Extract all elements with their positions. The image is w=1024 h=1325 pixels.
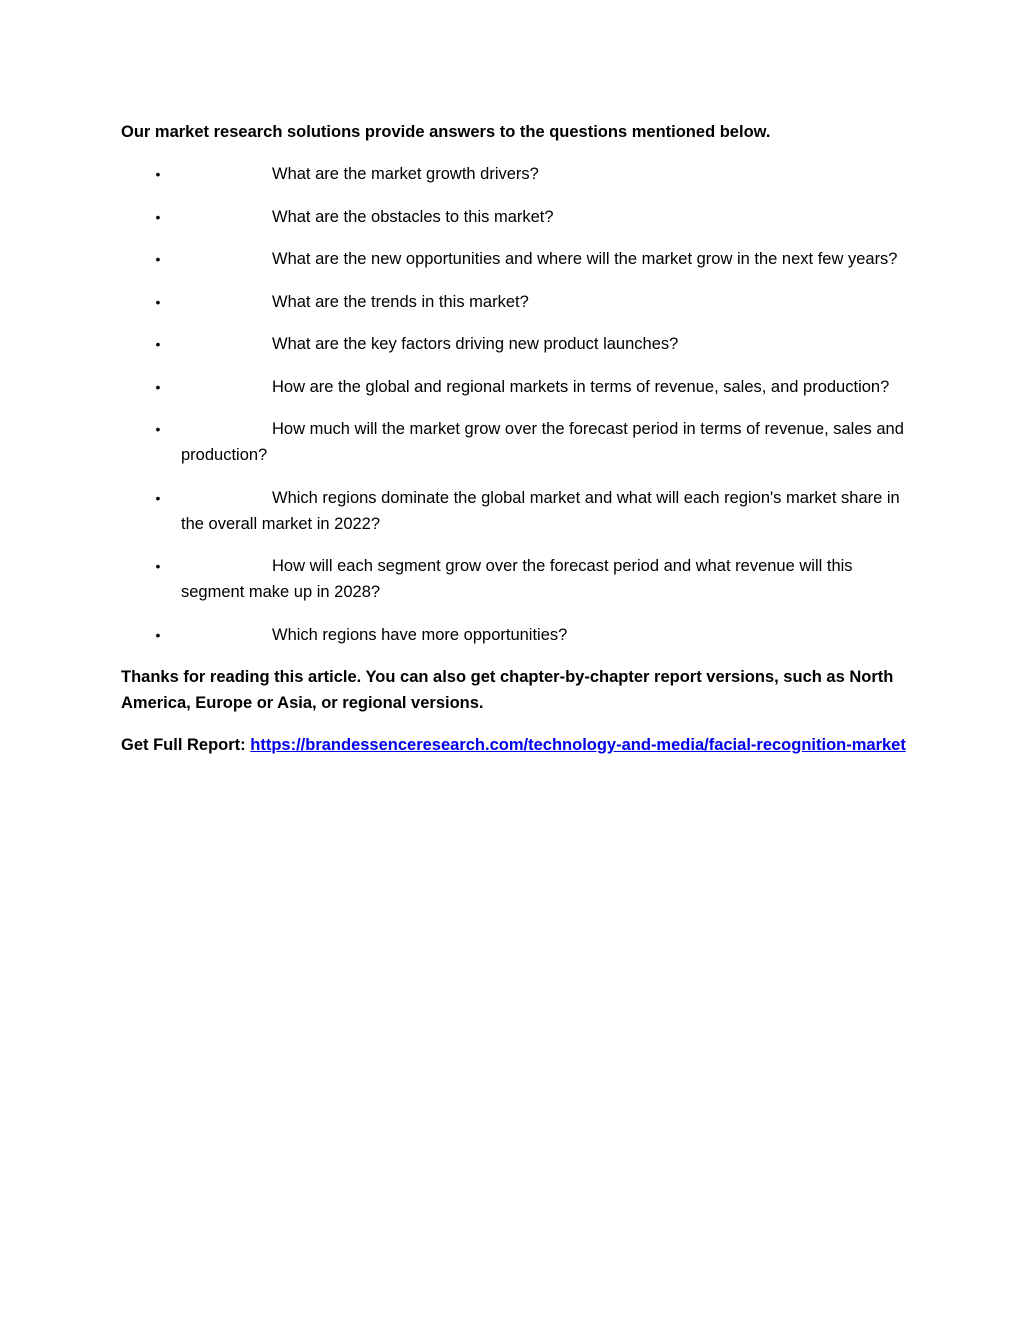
list-item (121, 331, 911, 357)
bullet-icon: • (155, 251, 161, 267)
question-text: How will each segment grow over the forecast period and what revenue will this segment make up in 2028? (181, 557, 853, 601)
bullet-icon: • (155, 626, 161, 643)
question-text: How much will the market grow over the forecast period in terms of revenue, sales and production? (181, 420, 904, 464)
question-text: What are the trends in this market? (272, 292, 529, 311)
list-item (121, 204, 911, 230)
list-item (121, 553, 911, 605)
question-text: What are the new opportunities and where will the market grow in the next few years? (272, 250, 898, 268)
list-item (121, 485, 911, 537)
document-body (121, 119, 911, 758)
list-item (121, 374, 911, 400)
question-text: What are the market growth drivers? (272, 165, 539, 183)
bullet-icon: • (155, 208, 161, 225)
bullet-icon: • (155, 293, 161, 310)
full-report-label: Get Full Report: (121, 736, 251, 754)
full-report-link[interactable]: https://brandessenceresearch.com/technology-and-media/facial-recognition-market (250, 736, 906, 754)
list-item (121, 161, 911, 187)
list-item (121, 416, 911, 468)
questions-list (121, 161, 911, 648)
bullet-icon: • (155, 336, 161, 352)
question-text: Which regions dominate the global market and what will each region's market share in the overall market in 2022? (181, 488, 900, 533)
bullet-icon: • (155, 166, 161, 182)
intro-paragraph: Our market research solutions provide answers to the questions mentioned below. (121, 123, 771, 141)
full-report-line (121, 732, 911, 758)
bullet-icon: • (155, 421, 161, 437)
question-text: Which regions have more opportunities? (272, 625, 568, 644)
bullet-icon: • (155, 378, 161, 395)
list-item (121, 246, 911, 272)
thanks-paragraph: Thanks for reading this article. You can also get chapter-by-chapter report versions, such as North America, Europe or Asia, or regional versions. (121, 668, 894, 712)
list-item (121, 622, 911, 648)
list-item (121, 289, 911, 315)
question-text: What are the key factors driving new product launches? (272, 335, 679, 353)
question-text: How are the global and regional markets in terms of revenue, sales, and production? (272, 377, 890, 396)
question-text: What are the obstacles to this market? (272, 207, 554, 226)
bullet-icon: • (155, 558, 161, 574)
bullet-icon: • (155, 489, 161, 506)
